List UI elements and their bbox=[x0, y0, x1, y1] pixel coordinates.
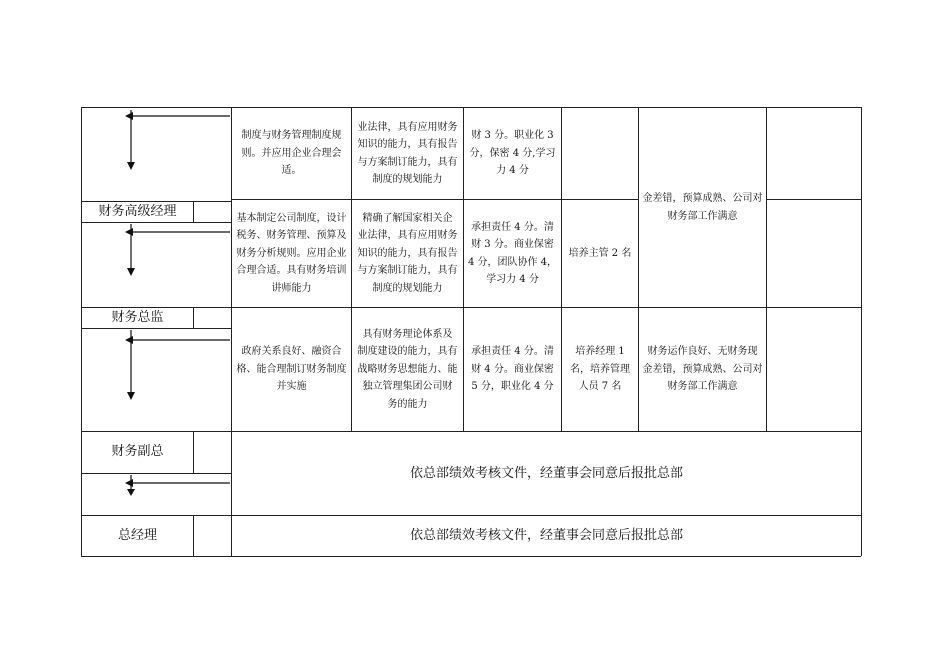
grid-line bbox=[766, 199, 861, 200]
level-label-deputy-gm: 财务副总 bbox=[111, 444, 164, 459]
row3-training-cell: 培养经理 1 名，培养管理 人员 7 名 bbox=[570, 346, 630, 393]
row2-training-cell: 培养主管 2 名 bbox=[568, 247, 632, 259]
row3-knowledge-cell: 具有财务理论体系及 制度建设的能力，具有 战略财务思想能力、能 独立管理集团公司财 务的能力 bbox=[357, 328, 458, 410]
grid-line bbox=[193, 307, 194, 328]
row3-performance-cell: 财务运作良好、无财务现 金差错，预算成熟、公司对 财务部工作满意 bbox=[642, 346, 763, 393]
row2-knowledge-cell: 精确了解国家相关企 业法律，具有应用财务 知识的能力，具有报告 与方案制订能力，具有 制度的规划能力 bbox=[357, 212, 458, 294]
row2-ability-cell: 基本制定公司制度，设计 税务、财务管理、预算及 财务分析规则。应用企业 合理合适。具有财务培训 讲师能力 bbox=[236, 212, 347, 294]
row3-score-cell: 承担责任 4 分。清 财 4 分。商业保密 5 分，职业化 4 分 bbox=[471, 346, 554, 393]
row1-ability-cell: 制度与财务管理制度规 则。并应用企业合理会 适。 bbox=[241, 130, 342, 177]
grid-line bbox=[193, 515, 194, 556]
deputy-gm-merged-cell: 依总部绩效考核文件，经董事会同意后报批总部 bbox=[409, 465, 683, 481]
row1-score-cell: 财 3 分。职业化 3 分，保密 4 分,学习 力 4 分 bbox=[469, 130, 556, 177]
level-label-general-manager: 总经理 bbox=[117, 527, 157, 543]
level-label-director: 财务总监 bbox=[111, 309, 164, 325]
path-arrow-icon bbox=[118, 108, 233, 172]
level-label-senior-manager: 财务高级经理 bbox=[98, 203, 177, 219]
path-arrow-icon bbox=[118, 473, 233, 498]
grid-line bbox=[193, 431, 194, 473]
path-arrow-icon bbox=[118, 328, 233, 402]
row3-ability-cell: 政府关系良好、融资合 格、能合理制订财务制度 并实施 bbox=[236, 346, 347, 393]
grid-line bbox=[81, 107, 82, 556]
row2-score-cell: 承担责任 4 分。清 财 3 分。商业保密 4 分，团队协作 4， 学习力 4 分 bbox=[467, 221, 558, 285]
path-arrow-icon bbox=[118, 222, 233, 278]
general-manager-merged-cell: 依总部绩效考核文件，经董事会同意后报批总部 bbox=[409, 528, 683, 544]
grid-line bbox=[81, 556, 861, 557]
row1-training-cell bbox=[562, 108, 638, 199]
grid-line bbox=[861, 107, 862, 556]
row1-performance-cell: 金差错，预算成熟、公司对 财务部工作满意 bbox=[642, 193, 763, 222]
grid-line bbox=[193, 201, 194, 222]
grid-line bbox=[766, 107, 767, 431]
row1-knowledge-cell: 业法律，具有应用财务 知识的能力，具有报告 与方案制订能力，具有 制度的规划能力 bbox=[357, 121, 458, 185]
